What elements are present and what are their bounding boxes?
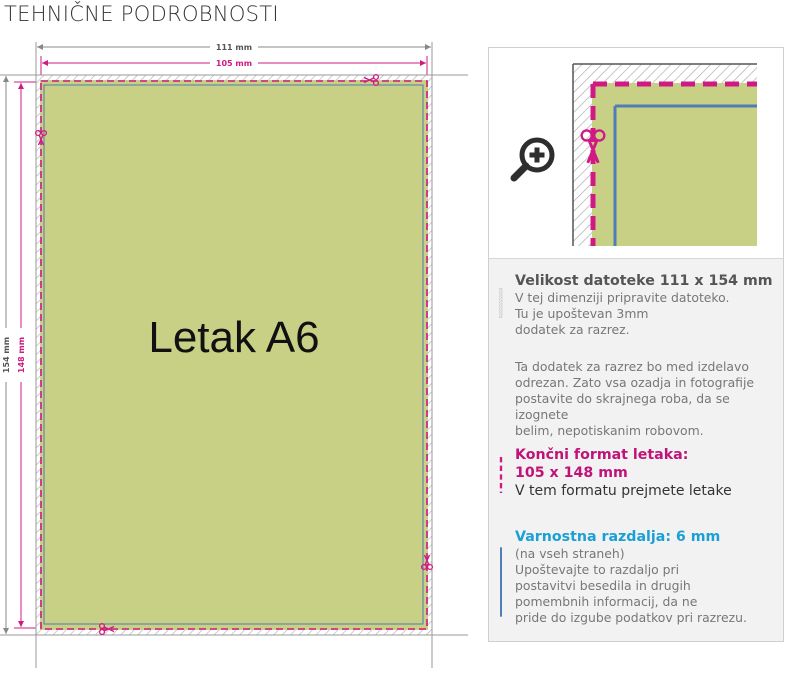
file-size-title: Velikost datoteke 111 x 154 mm [515, 273, 773, 289]
page-title: TEHNIČNE PODROBNOSTI [4, 2, 279, 26]
safety-block [499, 528, 775, 626]
safety-line: Upoštevajte to razdaljo pri [515, 562, 680, 577]
bleed-note-line: odrezan. Zato vsa ozadja in fotografije [515, 375, 755, 390]
safety-line: postavitvi besedila in drugih [515, 578, 691, 593]
width-inner-label: 105 mm [215, 59, 253, 68]
file-size-block [499, 272, 775, 338]
safety-marker [499, 530, 503, 634]
bleed-note-block [499, 359, 775, 439]
flyer-label: Letak A6 [148, 313, 320, 362]
info-panel [488, 47, 784, 642]
safety-line: pomembnih informacij, da ne [515, 594, 698, 609]
bleed-note-line: belim, nepotiskanim robovom. [515, 423, 704, 438]
bleed-note-line: Ta dodatek za razrez bo med izdelavo [515, 359, 749, 374]
trim-marker [499, 448, 503, 502]
bleed-marker [499, 274, 503, 332]
final-format-size: 105 x 148 mm [515, 465, 628, 481]
final-format-note: V tem formatu prejmete letake [515, 483, 732, 499]
zoom-detail [489, 48, 783, 259]
file-size-line: dodatek za razrez. [515, 322, 630, 337]
safety-sub: (na vseh straneh) [515, 546, 625, 561]
width-outer-label: 111 mm [215, 43, 253, 52]
final-format-block [499, 446, 775, 500]
file-size-line: Tu je upoštevan 3mm [515, 306, 649, 321]
final-format-title: Končni format letaka: [515, 447, 689, 463]
height-outer-label: 154 mm [2, 336, 11, 374]
zoom-in-icon [514, 140, 552, 178]
safety-line: pride do izgube podatkov pri razrezu. [515, 610, 747, 625]
height-inner-label: 148 mm [17, 336, 26, 374]
bleed-note-line: postavite do skrajnega roba, da se izognete [515, 391, 730, 422]
file-size-line: V tej dimenziji pripravite datoteko. [515, 290, 730, 305]
safety-title: Varnostna razdalja: 6 mm [515, 529, 721, 545]
